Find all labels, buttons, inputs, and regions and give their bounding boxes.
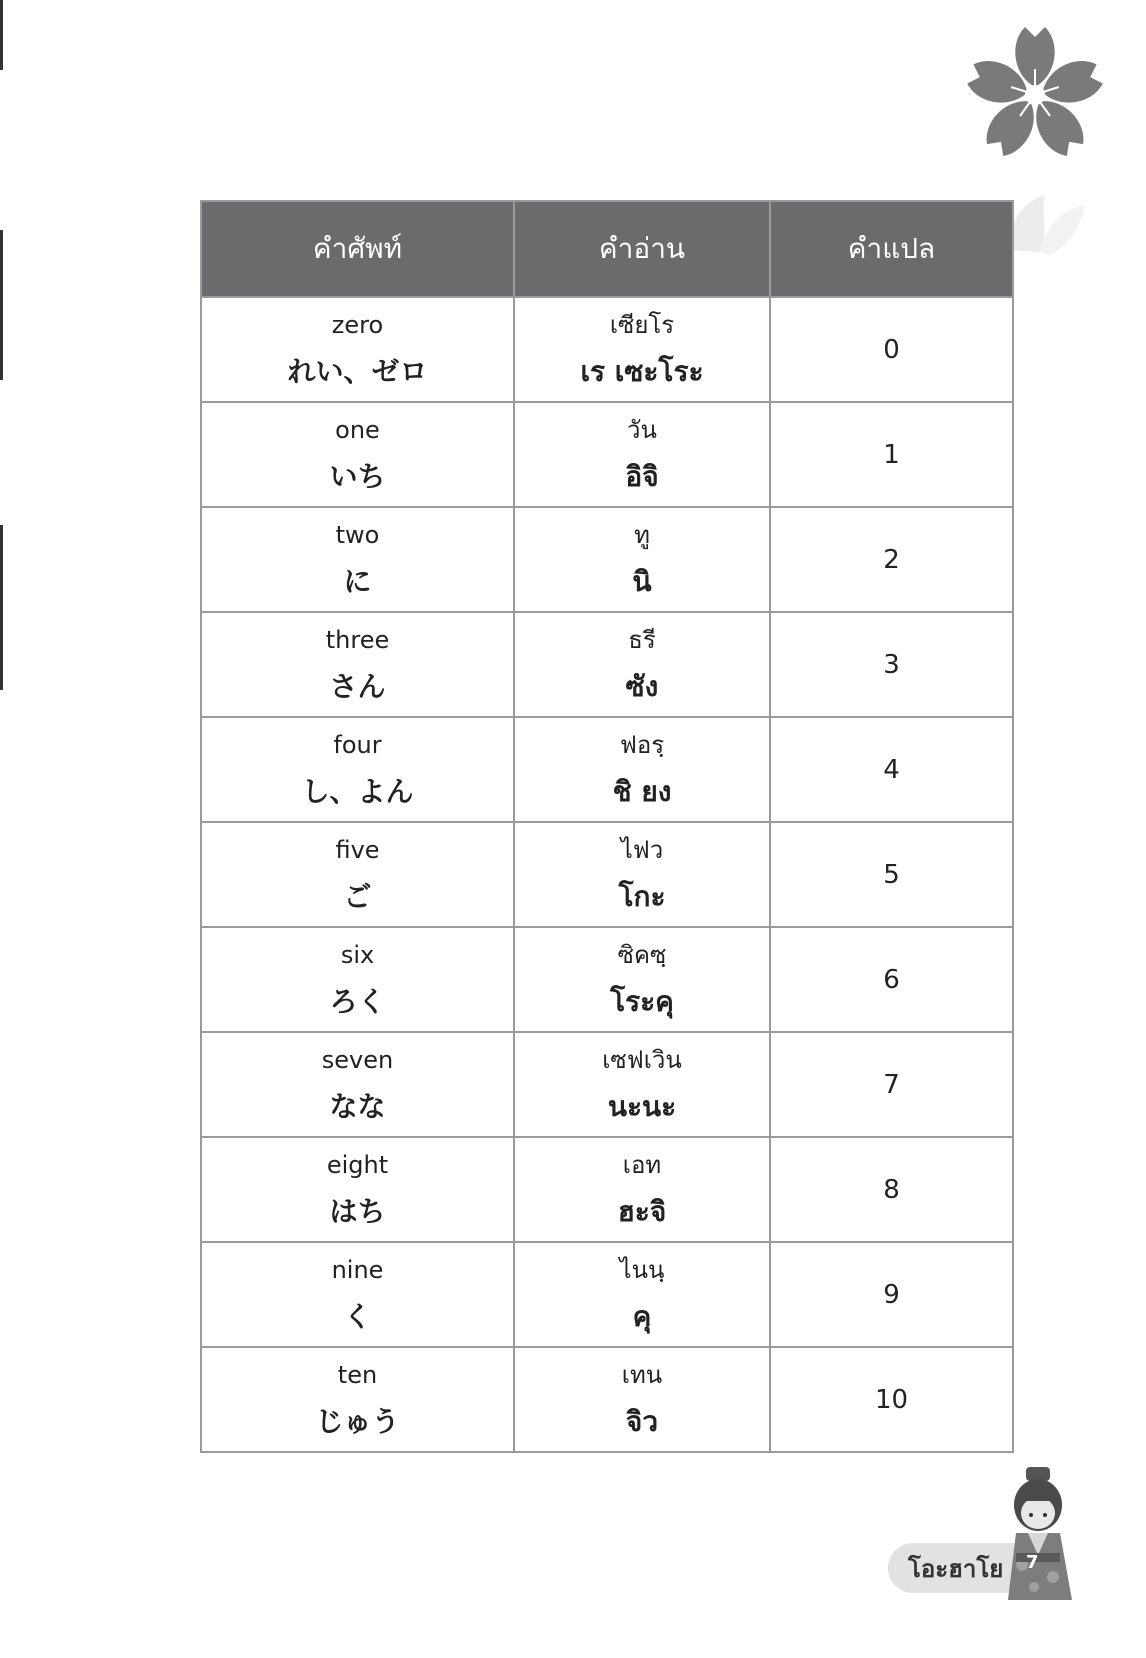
reading-cell <box>514 297 770 402</box>
english-word: four <box>333 730 382 759</box>
page-edge-mark-1 <box>0 0 3 70</box>
header-word: คำศัพท์ <box>201 201 514 297</box>
japanese-reading: โระคุ <box>610 984 674 1018</box>
reading-cell <box>514 507 770 612</box>
english-word: three <box>325 625 390 654</box>
english-reading: วัน <box>627 415 657 444</box>
english-reading: ไฟว <box>620 835 664 864</box>
japanese-word: し、よん <box>301 774 414 808</box>
japanese-word: はち <box>329 1194 386 1228</box>
english-word: nine <box>331 1255 384 1284</box>
table-row <box>201 1347 1013 1452</box>
header-meaning: คำแปล <box>770 201 1013 297</box>
page-number: 7 <box>1026 1552 1039 1573</box>
english-reading: เซฟเวิน <box>602 1045 682 1074</box>
word-cell <box>201 822 514 927</box>
english-reading: ธรี <box>628 625 656 654</box>
english-word: two <box>335 520 380 549</box>
japanese-reading: ชิ ยง <box>612 774 672 808</box>
number-value: 7 <box>883 1069 900 1100</box>
kokeshi-doll-icon <box>998 1465 1078 1600</box>
book-title: โอะฮาโย <box>908 1554 1004 1583</box>
word-cell <box>201 717 514 822</box>
japanese-word: いち <box>329 459 386 493</box>
table-row <box>201 1032 1013 1137</box>
word-cell <box>201 1242 514 1347</box>
meaning-cell <box>770 402 1013 507</box>
japanese-reading: โกะ <box>618 879 666 913</box>
meaning-cell <box>770 927 1013 1032</box>
number-value: 0 <box>883 334 900 365</box>
japanese-word: なな <box>329 1089 386 1123</box>
reading-cell <box>514 612 770 717</box>
word-cell <box>201 507 514 612</box>
number-value: 4 <box>883 754 900 785</box>
number-value: 3 <box>883 649 900 680</box>
english-word: zero <box>331 310 384 339</box>
japanese-reading: อิจิ <box>625 459 659 493</box>
word-cell <box>201 1137 514 1242</box>
english-reading: เซียโร <box>609 310 675 339</box>
english-word: one <box>335 415 380 444</box>
japanese-reading: จิว <box>625 1404 659 1438</box>
reading-cell <box>514 717 770 822</box>
number-value: 1 <box>883 439 900 470</box>
word-cell <box>201 612 514 717</box>
reading-cell <box>514 1032 770 1137</box>
japanese-word: さん <box>329 669 386 703</box>
sakura-flower-icon <box>960 20 1110 170</box>
japanese-word: ろく <box>329 984 386 1018</box>
page-edge-mark-3 <box>0 525 3 690</box>
reading-cell <box>514 927 770 1032</box>
number-value: 5 <box>883 859 900 890</box>
table-header-row <box>201 201 1013 297</box>
table-row <box>201 1137 1013 1242</box>
english-word: five <box>335 835 380 864</box>
japanese-reading: ซัง <box>625 669 659 703</box>
word-cell <box>201 927 514 1032</box>
word-cell <box>201 1032 514 1137</box>
number-value: 9 <box>883 1279 900 1310</box>
meaning-cell <box>770 1347 1013 1452</box>
meaning-cell <box>770 822 1013 927</box>
meaning-cell <box>770 1137 1013 1242</box>
table-row <box>201 717 1013 822</box>
japanese-reading: นิ <box>632 564 652 598</box>
reading-cell <box>514 822 770 927</box>
japanese-word: じゅう <box>315 1404 400 1438</box>
table-row <box>201 927 1013 1032</box>
meaning-cell <box>770 297 1013 402</box>
english-word: ten <box>337 1360 378 1389</box>
english-reading: เอท <box>622 1150 662 1179</box>
meaning-cell <box>770 1242 1013 1347</box>
table-row <box>201 1242 1013 1347</box>
reading-cell <box>514 1137 770 1242</box>
english-word: six <box>340 940 375 969</box>
japanese-reading: เร เซะโระ <box>580 354 704 388</box>
number-value: 2 <box>883 544 900 575</box>
reading-cell <box>514 402 770 507</box>
japanese-reading: ฮะจิ <box>617 1194 667 1228</box>
word-cell <box>201 402 514 507</box>
table-row <box>201 612 1013 717</box>
word-cell <box>201 1347 514 1452</box>
japanese-word: れい、ゼロ <box>287 354 428 388</box>
number-value: 8 <box>883 1174 900 1205</box>
english-reading: ฟอรฺ <box>619 730 665 759</box>
english-word: eight <box>326 1150 389 1179</box>
meaning-cell <box>770 1032 1013 1137</box>
japanese-reading: นะนะ <box>607 1089 677 1123</box>
reading-cell <box>514 1242 770 1347</box>
meaning-cell <box>770 717 1013 822</box>
table-row <box>201 507 1013 612</box>
table-row <box>201 402 1013 507</box>
table-row <box>201 297 1013 402</box>
number-value: 10 <box>874 1384 909 1415</box>
word-cell <box>201 297 514 402</box>
japanese-word: く <box>343 1299 372 1333</box>
page-edge-mark-2 <box>0 230 3 380</box>
english-word: seven <box>321 1045 394 1074</box>
meaning-cell <box>770 612 1013 717</box>
vocabulary-table <box>200 200 1014 1453</box>
reading-cell <box>514 1347 770 1452</box>
english-reading: เทน <box>621 1360 663 1389</box>
english-reading: ทู <box>634 520 650 549</box>
header-reading: คำอ่าน <box>514 201 770 297</box>
japanese-word: ご <box>343 879 372 913</box>
japanese-reading: คุ <box>632 1299 652 1333</box>
english-reading: ซิคซฺ <box>617 940 667 969</box>
table-row <box>201 822 1013 927</box>
meaning-cell <box>770 507 1013 612</box>
number-value: 6 <box>883 964 900 995</box>
english-reading: ไนนฺ <box>619 1255 665 1284</box>
japanese-word: に <box>343 564 372 598</box>
